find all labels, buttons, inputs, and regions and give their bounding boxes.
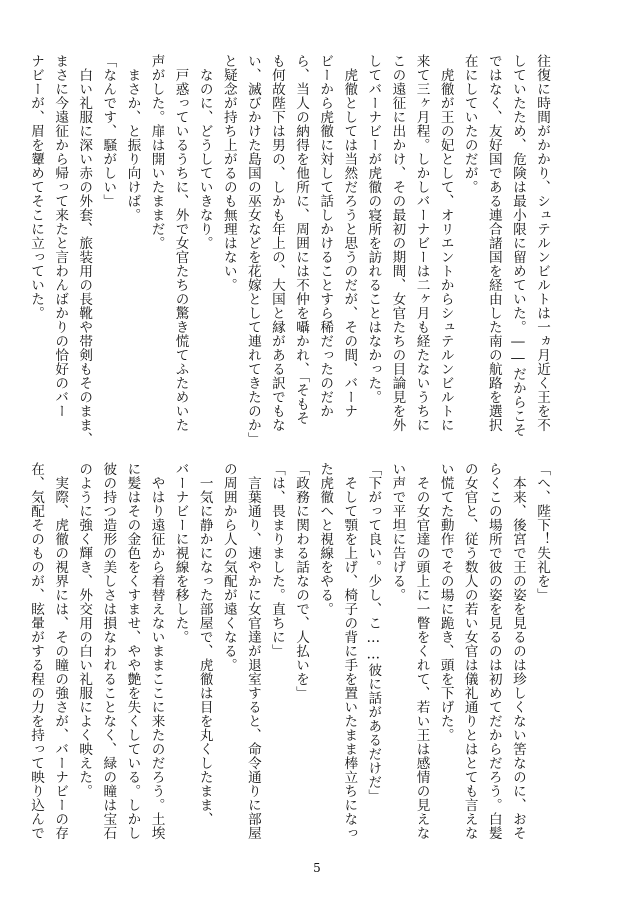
text-line: 実際、虎徹の視界には、その瞳の強さが、バーナビーの存	[52, 462, 69, 840]
text-line: 本来、後宮で王の姿を見るのは珍しくない筈なのに、おそ	[509, 462, 526, 840]
text-line: ら、当人の納得を他所に、周囲には不仲を囁かれ、「そもそ	[293, 54, 310, 426]
bottom-text-block	[24, 462, 554, 862]
text-line: のように強く輝き、外交用の白い礼服によく映えた。	[76, 462, 93, 798]
text-line: そして顎を上げ、椅子の背に手を置いたまま棒立ちになっ	[341, 462, 358, 840]
text-line: らくこの場所で彼の姿を見るのは初めてだからだろう。白髪	[485, 462, 502, 840]
text-line: ナビーが、眉を顰めてそこに立っていた。	[28, 54, 45, 320]
text-line: 「へ、陛下！失礼を」	[534, 462, 550, 602]
text-line: た虎徹へと視線をやる。	[317, 462, 334, 616]
text-line: い慌てた動作でその場に跪き、頭を下げた。	[437, 462, 454, 742]
text-line: の周囲から人の気配が遠くなる。	[220, 462, 237, 672]
text-line: ではなく、友好国である連合諸国を経由した南の航路を選択	[485, 54, 502, 432]
text-line: この遠征に出かけ、その最初の期間、女官たちの目論見を外	[389, 54, 406, 432]
text-line: 往復に時間がかかり、シュテルンビルトは一ヵ月近く王を不	[534, 54, 550, 432]
text-line: と疑念が持ち上がるのも無理はない。	[220, 54, 237, 292]
text-line: 虎徹としては当然だろうと思うのだが、その間、バーナ	[341, 54, 358, 418]
text-line: してバーナビーが虎徹の寝所を訪れることはなかった。	[365, 54, 382, 404]
text-line: 一気に静かになった部屋で、虎徹は目を丸くしたまま、	[196, 462, 213, 826]
text-line: 「政務に関わる話なので、人払いを」	[293, 462, 310, 700]
top-text-block	[24, 54, 554, 454]
text-line: い声で平坦に告げる。	[389, 462, 406, 602]
text-line: 白い礼服に深い赤の外套、旅装用の長靴や帯剣もそのまま、	[76, 54, 93, 446]
text-line: その女官達の頭上に一瞥をくれて、若い王は感情の見えな	[413, 462, 430, 840]
text-line: 「下がって良い。少し、こ……彼に話があるだけだ」	[365, 462, 382, 803]
text-line: していたため、危険は最小限に留めていた。――だからこそ	[509, 54, 526, 437]
text-line: の女官と、従う数人の若い女官は儀礼通りとはとても言えな	[461, 462, 478, 840]
text-line: バーナビーに視線を移した。	[172, 462, 189, 644]
text-line: やはり遠征から着替えないままここに来たのだろう。土埃	[148, 462, 165, 840]
text-line: に髪はその金色をくすませ、やや艶を失くしている。しかし	[124, 462, 141, 840]
text-line: 声がした。扉は開いたままだ。	[148, 54, 165, 250]
text-line: 言葉通り、速やかに女官達が退室すると、命令通りに部屋	[244, 462, 261, 840]
text-line: 在、気配そのものが、眩暈がする程の力を持って映り込んで	[28, 462, 45, 840]
text-line: まさか、と振り向けば。	[124, 54, 141, 222]
text-line: 彼の持つ造形の美しさは損なわれることなく、緑の瞳は宝石	[100, 462, 117, 840]
text-line: まさに今遠征から帰って来たと言わんばかりの恰好のバー	[52, 54, 69, 418]
text-line: ビーから虎徹に対して話しかけることすら稀だったのだか	[317, 54, 334, 418]
page-number: 5	[313, 861, 321, 875]
text-line: 「は、畏まりました。直ちに」	[268, 462, 285, 658]
text-line: 虎徹が王の妃として、オリエントからシュテルンビルトに	[437, 54, 454, 432]
text-line: 「なんです、騒がしい」	[100, 54, 117, 208]
text-line: も何故陛下は男の、しかも年上の、大国と縁がある訳でもな	[268, 54, 285, 432]
text-line: い、滅びかけた島国の巫女などを花嫁として連れてきたのか」	[244, 54, 261, 446]
text-line: 戸惑っているうちに、外で女官たちの驚き慌てふためいた	[172, 54, 189, 432]
text-line: 来て三ヶ月程。しかしバーナビーは二ヶ月も経たないうちに	[413, 54, 430, 432]
text-line: 在にしていたのだが。	[461, 54, 478, 194]
text-line: なのに、どうしていきなり。	[196, 54, 213, 250]
